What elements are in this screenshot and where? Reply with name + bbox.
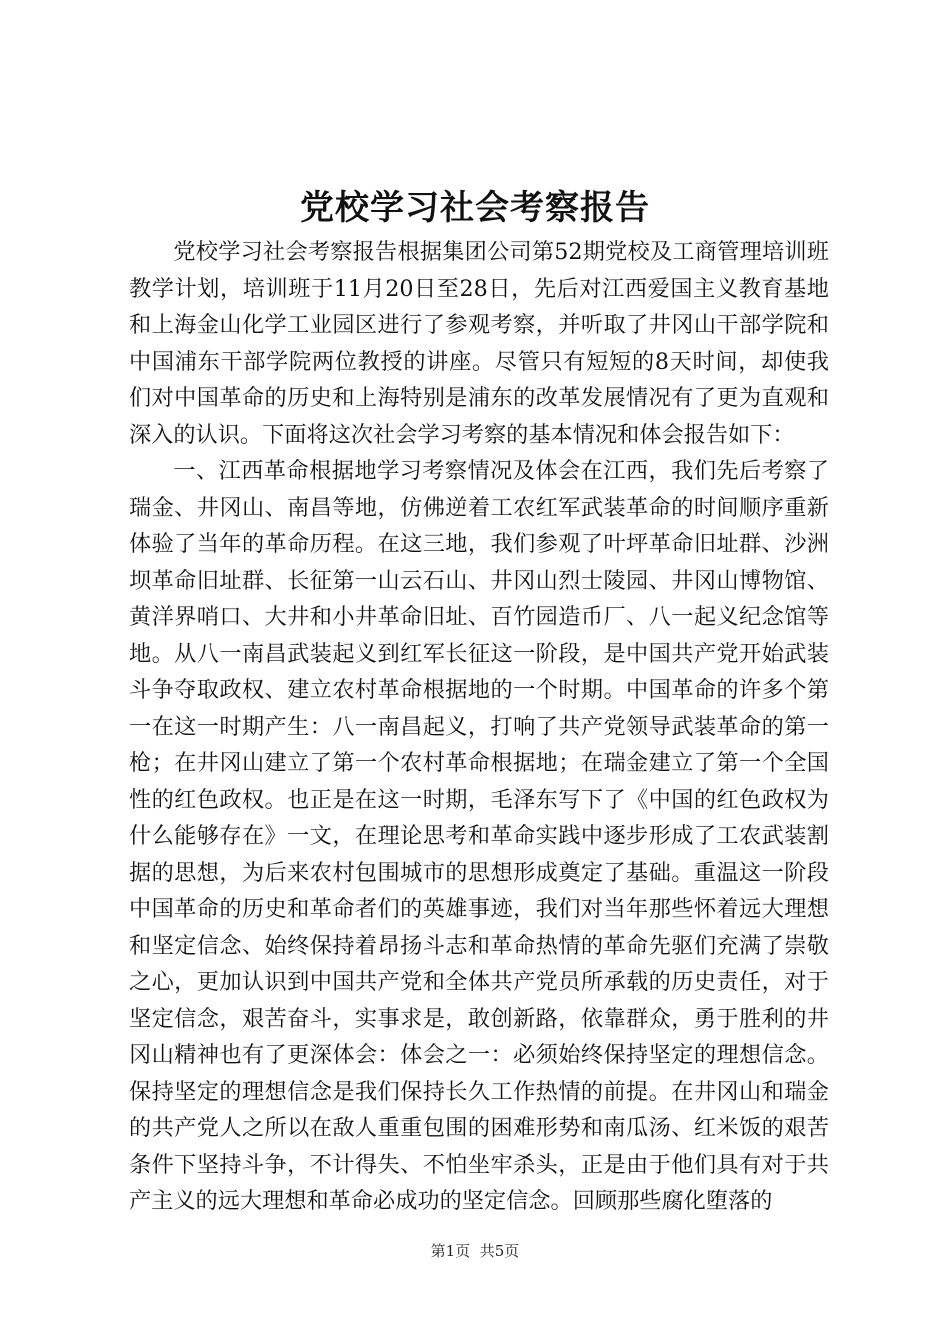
document-title: 党校学习社会考察报告 [300,188,650,228]
document-body [129,234,829,1220]
page-footer [0,1241,950,1261]
page-number: 第1页 [430,1242,471,1260]
page-total: 共5页 [479,1242,520,1260]
footer-separator [470,1242,480,1260]
body-paragraph-1: 党校学习社会考察报告根据集团公司第52期党校及工商管理培训班教学计划，培训班于11月20日至28日，先后对江西爱国主义教育基地和上海金山化学工业园区进行了参观考察，并听取了井冈山干部学院和中国浦东干部学院两位教授的讲座。尽管只有短短的8天时间，却使我们对中国革命的历史和上海特别是浦东的改革发展情况有了更为直观和深入的认识。下面将这次社会学习考察的基本情况和体会报告如下： [129,239,829,448]
body-paragraph-2: 一、江西革命根据地学习考察情况及体会在江西，我们先后考察了瑞金、井冈山、南昌等地，仿佛逆着工农红军武装革命的时间顺序重新体验了当年的革命历程。在这三地，我们参观了叶坪革命旧址群、沙洲坝革命旧址群、长征第一山云石山、井冈山烈士陵园、井冈山博物馆、黄洋界哨口、大井和小井革命旧址、百竹园造币厂、八一起义纪念馆等地。从八一南昌武装起义到红军长征这一阶段，是中国共产党开始武装斗争夺取政权、建立农村革命根据地的一个时期。中国革命的许多个第一在这一时期产生：八一南昌起义，打响了共产党领导武装革命的第一枪；在井冈山建立了第一个农村革命根据地；在瑞金建立了第一个全国性的红色政权。也正是在这一时期，毛泽东写下了《中国的红色政权为什么能够存在》一文，在理论思考和革命实践中逐步形成了工农武装割据的思想，为后来农村包围城市的思想形成奠定了基础。重温这一阶段中国革命的历史和革命者们的英雄事迹，我们对当年那些怀着远大理想和坚定信念、始终保持着昂扬斗志和革命热情的革命先驱们充满了崇敬之心，更加认识到中国共产党和全体共产党员所承载的历史责任，对于坚定信念，艰苦奋斗，实事求是，敢创新路，依靠群众，勇于胜利的井冈山精神也有了更深体会：体会之一：必须始终保持坚定的理想信念。保持坚定的理想信念是我们保持长久工作热情的前提。在井冈山和瑞金的共产党人之所以在敌人重重包围的困难形势和南瓜汤、红米饭的艰苦条件下坚持斗争，不计得失、不怕坐牢杀头，正是由于他们具有对于共产主义的远大理想和革命必成功的坚定信念。回顾那些腐化堕落的 [129,458,829,1214]
